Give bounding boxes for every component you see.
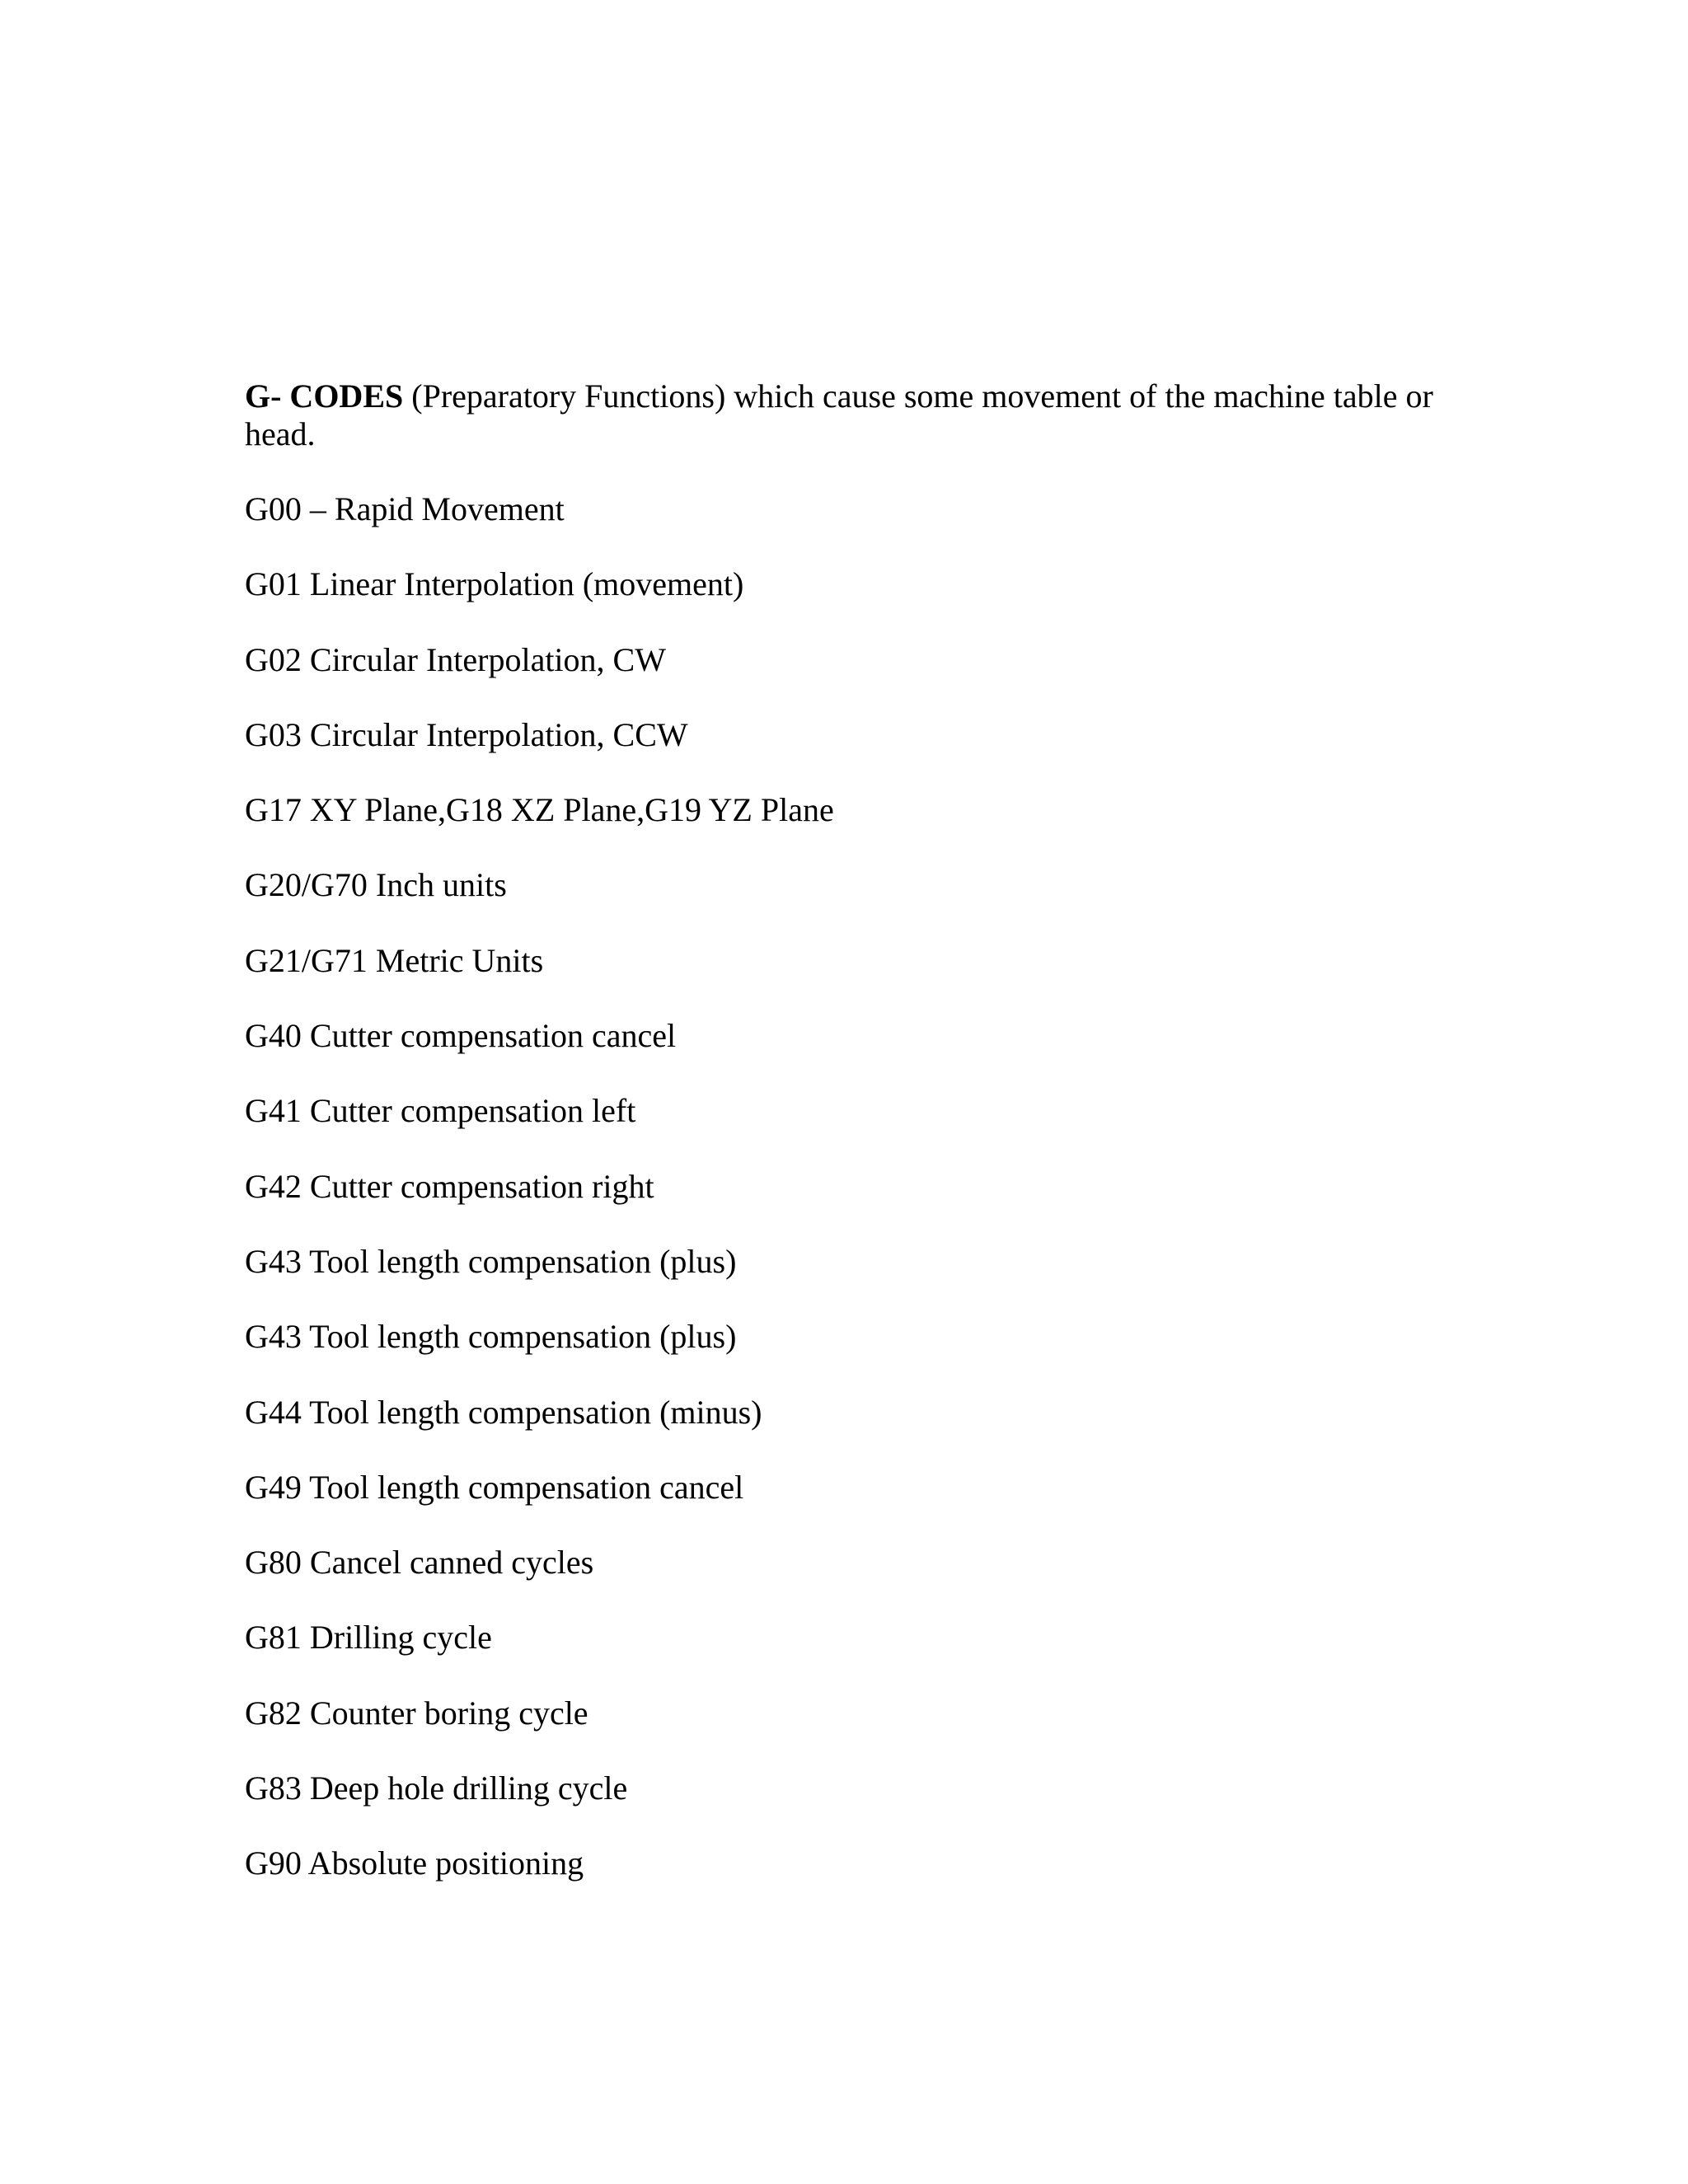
g-code-item: G40 Cutter compensation cancel: [245, 1017, 677, 1055]
document-body: [245, 377, 1440, 1920]
g-code-item: G44 Tool length compensation (minus): [245, 1393, 762, 1431]
g-code-item: G20/G70 Inch units: [245, 866, 507, 904]
g-code-item: G43 Tool length compensation (plus): [245, 1318, 737, 1356]
g-code-item: G00 – Rapid Movement: [245, 490, 565, 527]
g-code-item: G43 Tool length compensation (plus): [245, 1242, 737, 1280]
g-code-item: G02 Circular Interpolation, CW: [245, 640, 666, 678]
g-code-item: G82 Counter boring cycle: [245, 1694, 588, 1732]
g-code-item: G83 Deep hole drilling cycle: [245, 1769, 628, 1807]
g-code-item: G49 Tool length compensation cancel: [245, 1468, 744, 1506]
g-code-item: G41 Cutter compensation left: [245, 1092, 636, 1130]
heading-bold: G- CODES: [245, 377, 404, 415]
g-code-item: G42 Cutter compensation right: [245, 1167, 654, 1205]
g-code-item: G90 Absolute positioning: [245, 1844, 584, 1882]
intro-paragraph: [245, 377, 1440, 453]
g-code-item: G80 Cancel canned cycles: [245, 1544, 594, 1582]
g-code-item: G03 Circular Interpolation, CCW: [245, 715, 688, 753]
g-code-item: G81 Drilling cycle: [245, 1619, 492, 1657]
g-code-item: G17 XY Plane,G18 XZ Plane,G19 YZ Plane: [245, 791, 834, 829]
g-code-item: G01 Linear Interpolation (movement): [245, 565, 744, 603]
g-code-item: G21/G71 Metric Units: [245, 941, 544, 979]
heading-text: (Preparatory Functions) which cause some movement of the machine table or head.: [245, 377, 1433, 452]
g-code-list: [245, 490, 1440, 1882]
